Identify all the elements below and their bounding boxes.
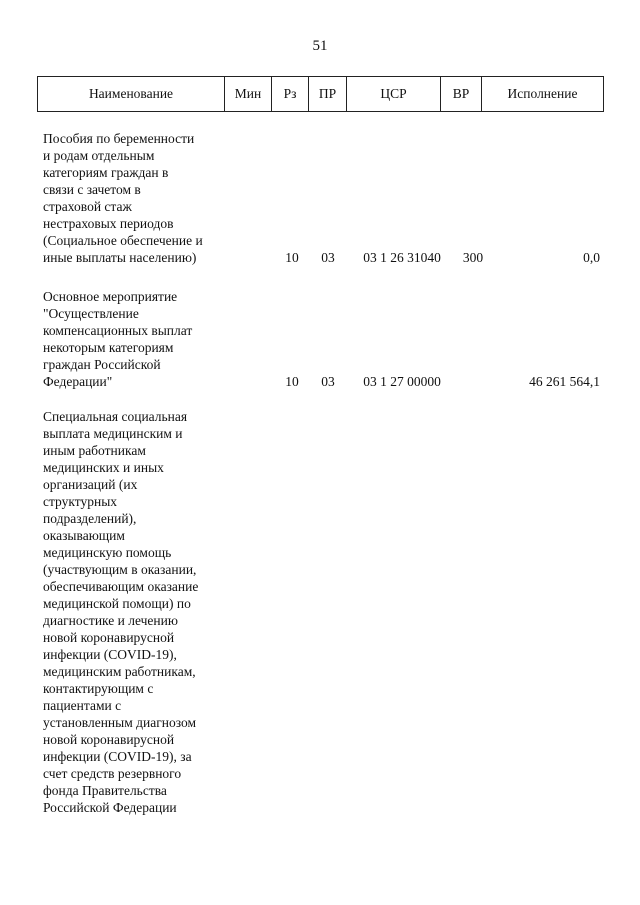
row-exec: 46 261 564,1 [529, 374, 600, 389]
row-csr: 03 1 26 31040 [363, 250, 441, 265]
header-vr: ВР [441, 77, 482, 112]
row-rz: 10 [285, 250, 299, 265]
page-number: 51 [312, 38, 328, 54]
row-csr: 03 1 27 00000 [363, 374, 441, 389]
row-vr: 300 [462, 250, 484, 265]
header-name: Наименование [38, 77, 225, 112]
header-exec: Исполнение [482, 77, 604, 112]
row-pr: 03 [321, 250, 335, 265]
table-header [37, 76, 604, 112]
row-rz: 10 [285, 374, 299, 389]
row-exec: 0,0 [583, 250, 600, 265]
header-csr: ЦСР [347, 77, 441, 112]
row-name: Пособия по беременности и родам отдельным категориям граждан в связи с зачетом в страховой стаж нестраховых периодов (Социальное обеспечение и иные выплаты населению) [43, 131, 203, 265]
header-min: Мин [225, 77, 272, 112]
header-pr: ПР [309, 77, 347, 112]
row-name: Специальная социальная выплата медицинским и иным работникам медицинских и иных организаций (их структурных подразделений), оказывающим медицинскую помощь (участвующим в оказании, обеспечивающим оказание медицинской помощи) по диагностике и лечению новой коронавирусной инфекции (COVID-19), медицинским работникам, контактирующим с пациентами с установленным диагнозом новой коронавирусной инфекции (COVID-19), за счет средств резервного фонда Правительства Российской Федерации [43, 409, 199, 815]
row-name: Основное мероприятие "Осуществление компенсационных выплат некоторым категориям граждан Российской Федерации" [43, 289, 193, 389]
header-rz: Рз [272, 77, 309, 112]
row-pr: 03 [321, 374, 335, 389]
header-row [38, 77, 604, 112]
